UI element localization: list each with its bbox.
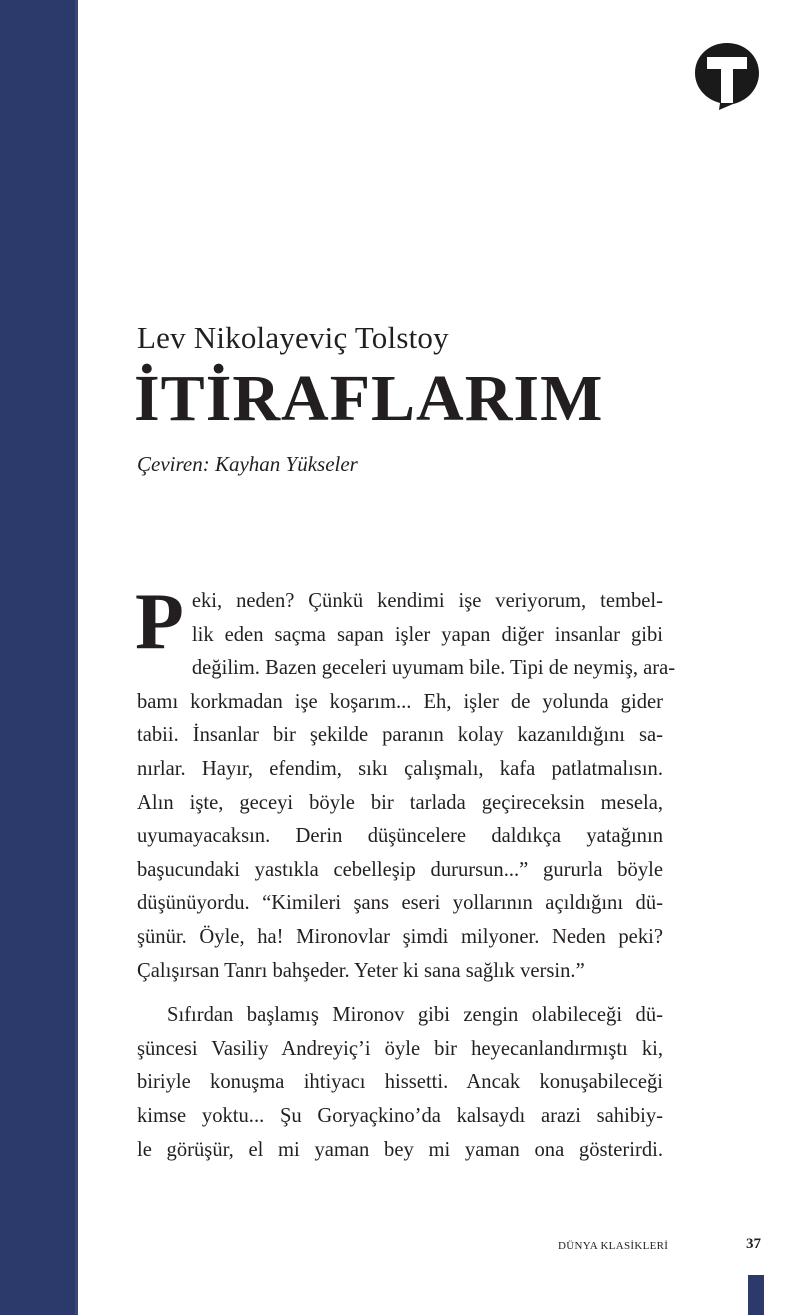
- text-line: nırlar. Hayır, efendim, sıkı çalışmalı, kafa patlatmalısın.: [137, 757, 663, 780]
- publisher-logo-icon: [693, 41, 761, 111]
- author-name: Lev Nikolayeviç Tolstoy: [137, 320, 449, 355]
- text-line: Alın işte, geceyi böyle bir tarlada geçireceksin mesela,: [137, 791, 663, 814]
- text-line: Sıfırdan başlamış Mironov gibi zengin olabileceği dü-: [167, 1004, 663, 1027]
- book-title: İTİRAFLARIM: [134, 362, 604, 435]
- text-line: kimse yoktu... Şu Goryaçkino’da kalsaydı arazi sahibiy-: [137, 1104, 663, 1127]
- text-line: bamı korkmadan işe koşarım... Eh, işler de yolunda gider: [137, 690, 663, 713]
- page-number: 37: [746, 1236, 761, 1252]
- text-line: biriyle konuşma ihtiyacı hissetti. Ancak konuşabileceği: [137, 1071, 663, 1094]
- text-line: tabii. İnsanlar bir şekilde paranın kolay kazanıldığını sa-: [137, 724, 663, 747]
- text-line: başucundaki yastıkla cebelleşip durursun...” gururla böyle: [137, 858, 663, 881]
- text-line: eki, neden? Çünkü kendimi işe veriyorum, tembel-: [191, 590, 663, 612]
- text-line: lik eden saçma sapan işler yapan diğer insanlar gibi: [191, 623, 663, 646]
- drop-cap: P: [135, 578, 184, 666]
- body-text: [135, 578, 676, 1167]
- paragraph-1: [135, 578, 676, 988]
- text-line: uyumayacaksın. Derin düşüncelere daldıkça yatağının: [137, 825, 663, 848]
- text-line: Çalışırsan Tanrı bahşeder. Yeter ki sana sağlık versin.”: [137, 959, 585, 982]
- text-line: le görüşür, el mi yaman bey mi yaman ona gösterirdi.: [137, 1138, 663, 1161]
- series-name: DÜNYA KLASİKLERİ: [558, 1240, 669, 1252]
- translator-credit: Çeviren: Kayhan Yükseler: [137, 452, 358, 476]
- cover-side-strip: [0, 0, 78, 1315]
- text-line: değilim. Bazen geceleri uyumam bile. Tipi de neymiş, ara-: [191, 657, 676, 680]
- text-line: şüncesi Vasiliy Andreyiç’i öyle bir heyecanlandırmıştı ki,: [137, 1037, 663, 1060]
- text-line: düşünüyordu. “Kimileri şans eseri yollarının açıldığını dü-: [137, 892, 663, 915]
- text-line: şünür. Öyle, ha! Mironovlar şimdi milyoner. Neden peki?: [137, 925, 663, 948]
- page-edge-tab: [748, 1275, 764, 1315]
- paragraph-2: [137, 999, 663, 1167]
